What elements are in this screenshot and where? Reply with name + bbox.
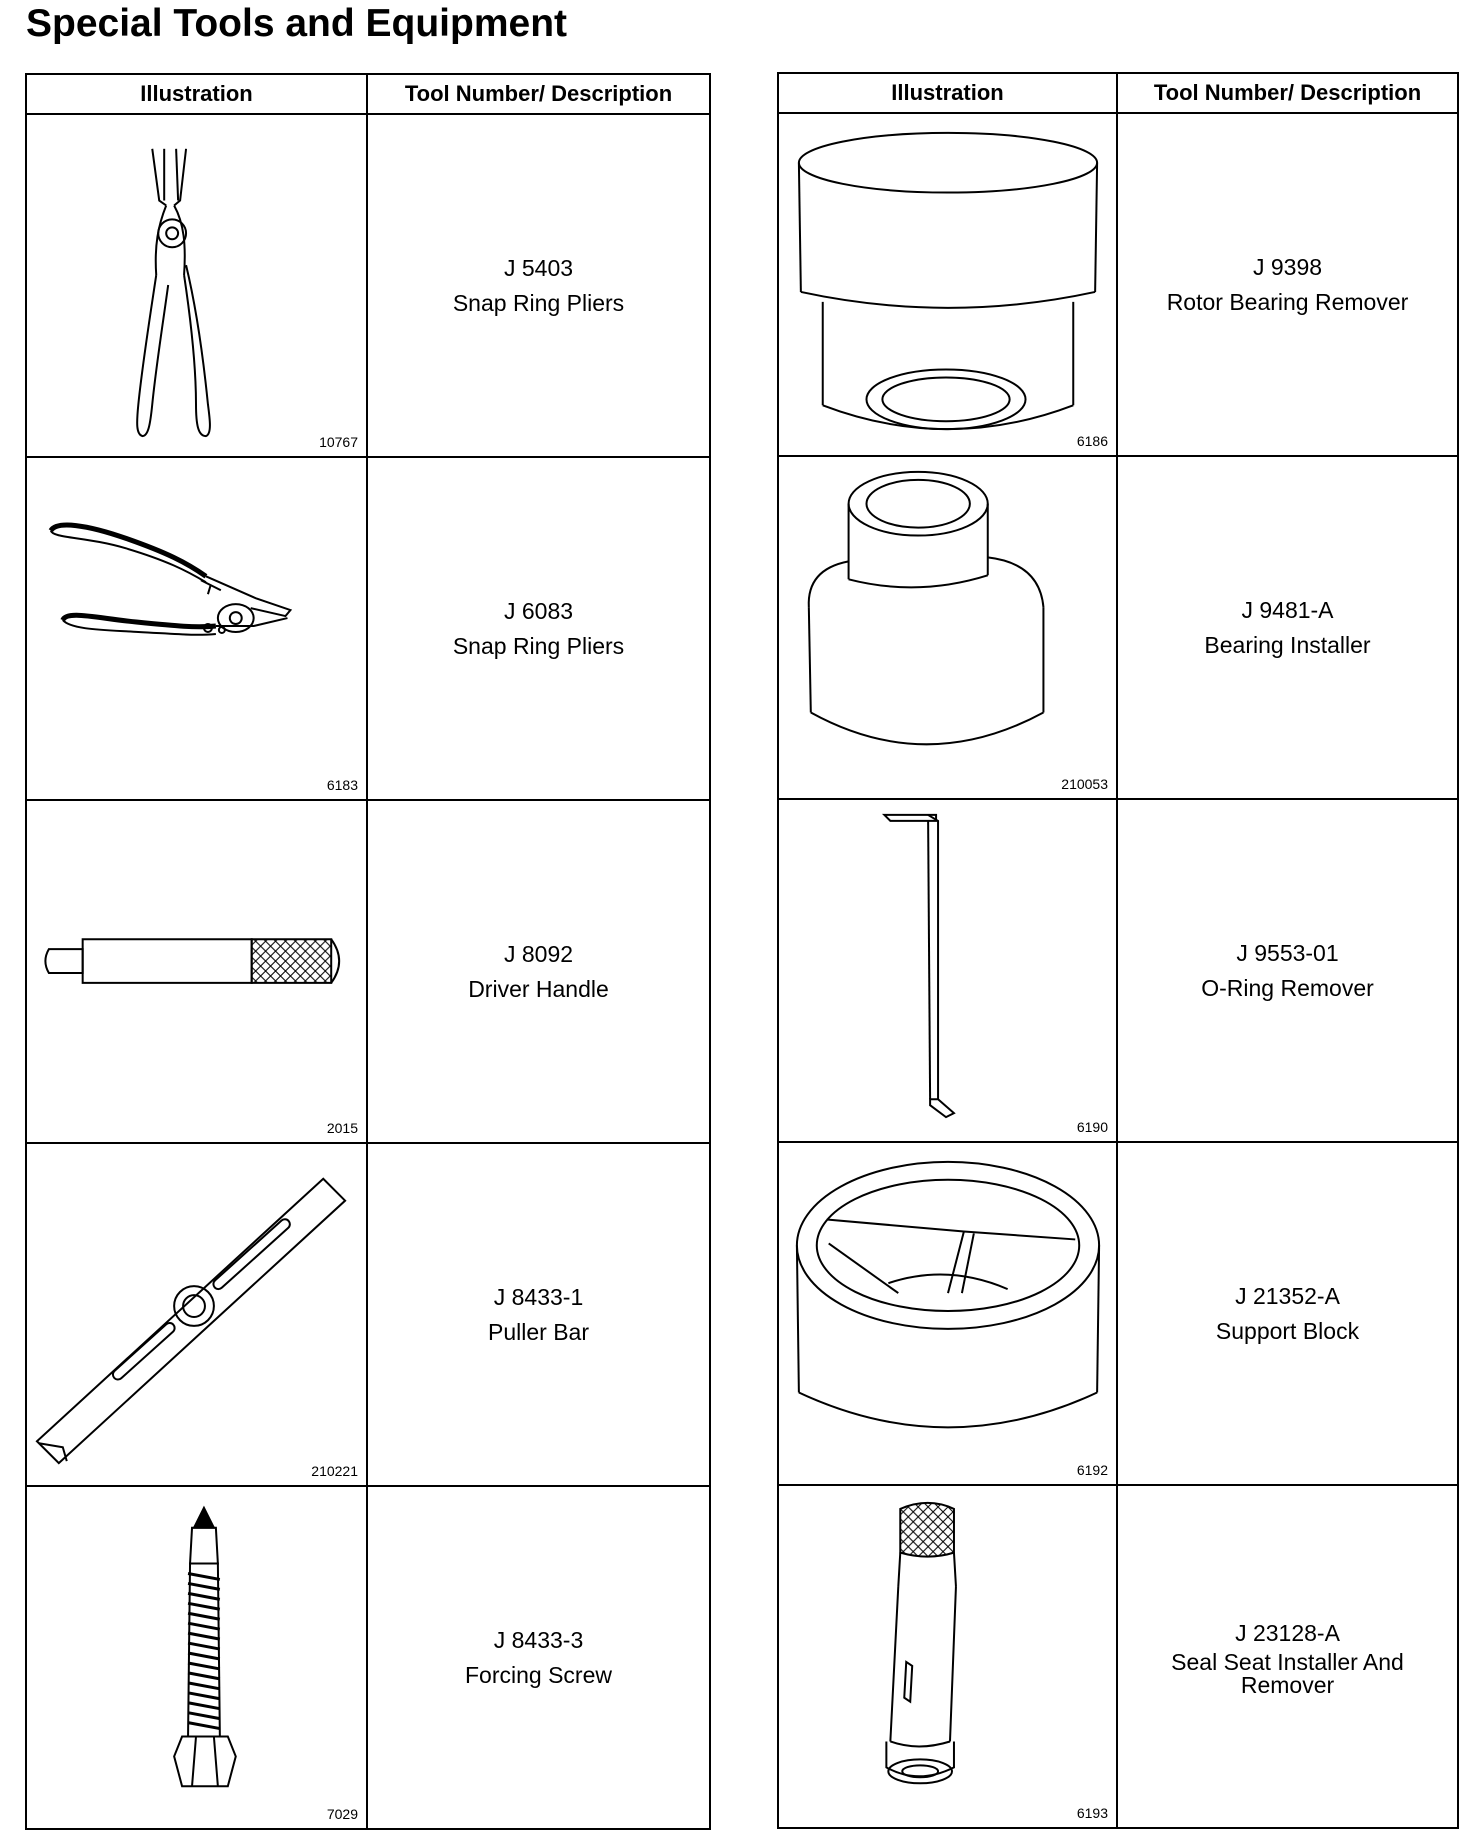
table-row	[26, 114, 710, 457]
table-row	[26, 800, 710, 1143]
puller-bar-icon	[27, 1144, 366, 1485]
illustration-cell	[26, 1486, 367, 1829]
tool-description-cell	[367, 457, 710, 800]
tools-table-left	[25, 73, 711, 1830]
tool-number: J 9398	[1252, 254, 1323, 280]
figure-number: 6192	[1076, 1462, 1108, 1478]
forcing-screw-icon	[27, 1487, 366, 1828]
figure-number: 6183	[326, 777, 358, 793]
bearing-installer-icon	[779, 457, 1116, 798]
table-row	[778, 456, 1458, 799]
tool-name: Bearing Installer	[1204, 631, 1371, 658]
figure-number: 210221	[311, 1463, 358, 1479]
tool-description-cell	[367, 114, 710, 457]
tool-description-cell	[367, 800, 710, 1143]
figure-number: 6190	[1076, 1119, 1108, 1135]
table-row	[778, 1142, 1458, 1485]
support-block-icon	[779, 1143, 1116, 1484]
figure-number: 7029	[326, 1806, 358, 1822]
figure-number: 6186	[1076, 433, 1108, 449]
tool-name: Forcing Screw	[465, 1661, 612, 1688]
seal-seat-installer-icon	[779, 1486, 1116, 1827]
tool-name: Puller Bar	[488, 1318, 589, 1345]
column-header-description: Tool Number/ Description	[367, 74, 710, 114]
illustration-cell	[778, 456, 1117, 799]
tool-number: J 6083	[503, 598, 574, 624]
illustration-cell	[26, 800, 367, 1143]
figure-number: 2015	[326, 1120, 358, 1136]
tool-name: Seal Seat Installer And Remover	[1171, 1648, 1404, 1698]
tool-number: J 8433-3	[493, 1627, 584, 1653]
tool-description-cell	[1117, 1485, 1458, 1828]
tool-description-cell	[1117, 456, 1458, 799]
table-row	[26, 1143, 710, 1486]
tool-name: Snap Ring Pliers	[452, 289, 625, 316]
tool-description-cell	[1117, 1142, 1458, 1485]
tool-number: J 8092	[503, 941, 574, 967]
tool-number: J 5403	[503, 255, 574, 281]
tools-table-right	[777, 72, 1459, 1829]
driver-handle-icon	[27, 801, 366, 1142]
table-row	[26, 1486, 710, 1829]
tool-number: J 8433-1	[493, 1284, 584, 1310]
tool-name: Support Block	[1215, 1317, 1360, 1344]
o-ring-remover-icon	[779, 800, 1116, 1141]
snap-ring-pliers-angled-icon	[27, 458, 366, 799]
page-title: Special Tools and Equipment	[26, 2, 568, 45]
tool-name: O-Ring Remover	[1201, 974, 1374, 1001]
illustration-cell	[778, 1142, 1117, 1485]
tool-number: J 21352-A	[1235, 1283, 1340, 1309]
tool-name: Driver Handle	[468, 975, 609, 1002]
tool-description-cell	[367, 1143, 710, 1486]
tool-number: J 9481-A	[1241, 597, 1334, 623]
tool-description-cell	[1117, 113, 1458, 456]
column-header-description: Tool Number/ Description	[1117, 73, 1458, 113]
tool-number: J 9553-01	[1236, 940, 1339, 966]
table-row	[778, 799, 1458, 1142]
tool-number: J 23128-A	[1235, 1620, 1340, 1647]
snap-ring-pliers-straight-icon	[27, 115, 366, 456]
tool-name: Rotor Bearing Remover	[1166, 288, 1409, 315]
table-header-row	[778, 73, 1458, 113]
figure-number: 6193	[1076, 1805, 1108, 1821]
illustration-cell	[26, 1143, 367, 1486]
illustration-cell	[26, 114, 367, 457]
figure-number: 10767	[319, 434, 358, 450]
figure-number: 210053	[1061, 776, 1108, 792]
rotor-bearing-remover-icon	[779, 114, 1116, 455]
table-row	[26, 457, 710, 800]
illustration-cell	[778, 1485, 1117, 1828]
table-header-row	[26, 74, 710, 114]
column-header-illustration: Illustration	[778, 73, 1117, 113]
illustration-cell	[26, 457, 367, 800]
illustration-cell	[778, 799, 1117, 1142]
table-row	[778, 113, 1458, 456]
tool-description-cell	[367, 1486, 710, 1829]
column-header-illustration: Illustration	[26, 74, 367, 114]
illustration-cell	[778, 113, 1117, 456]
tool-description-cell	[1117, 799, 1458, 1142]
tool-name: Snap Ring Pliers	[452, 632, 625, 659]
table-row	[778, 1485, 1458, 1828]
